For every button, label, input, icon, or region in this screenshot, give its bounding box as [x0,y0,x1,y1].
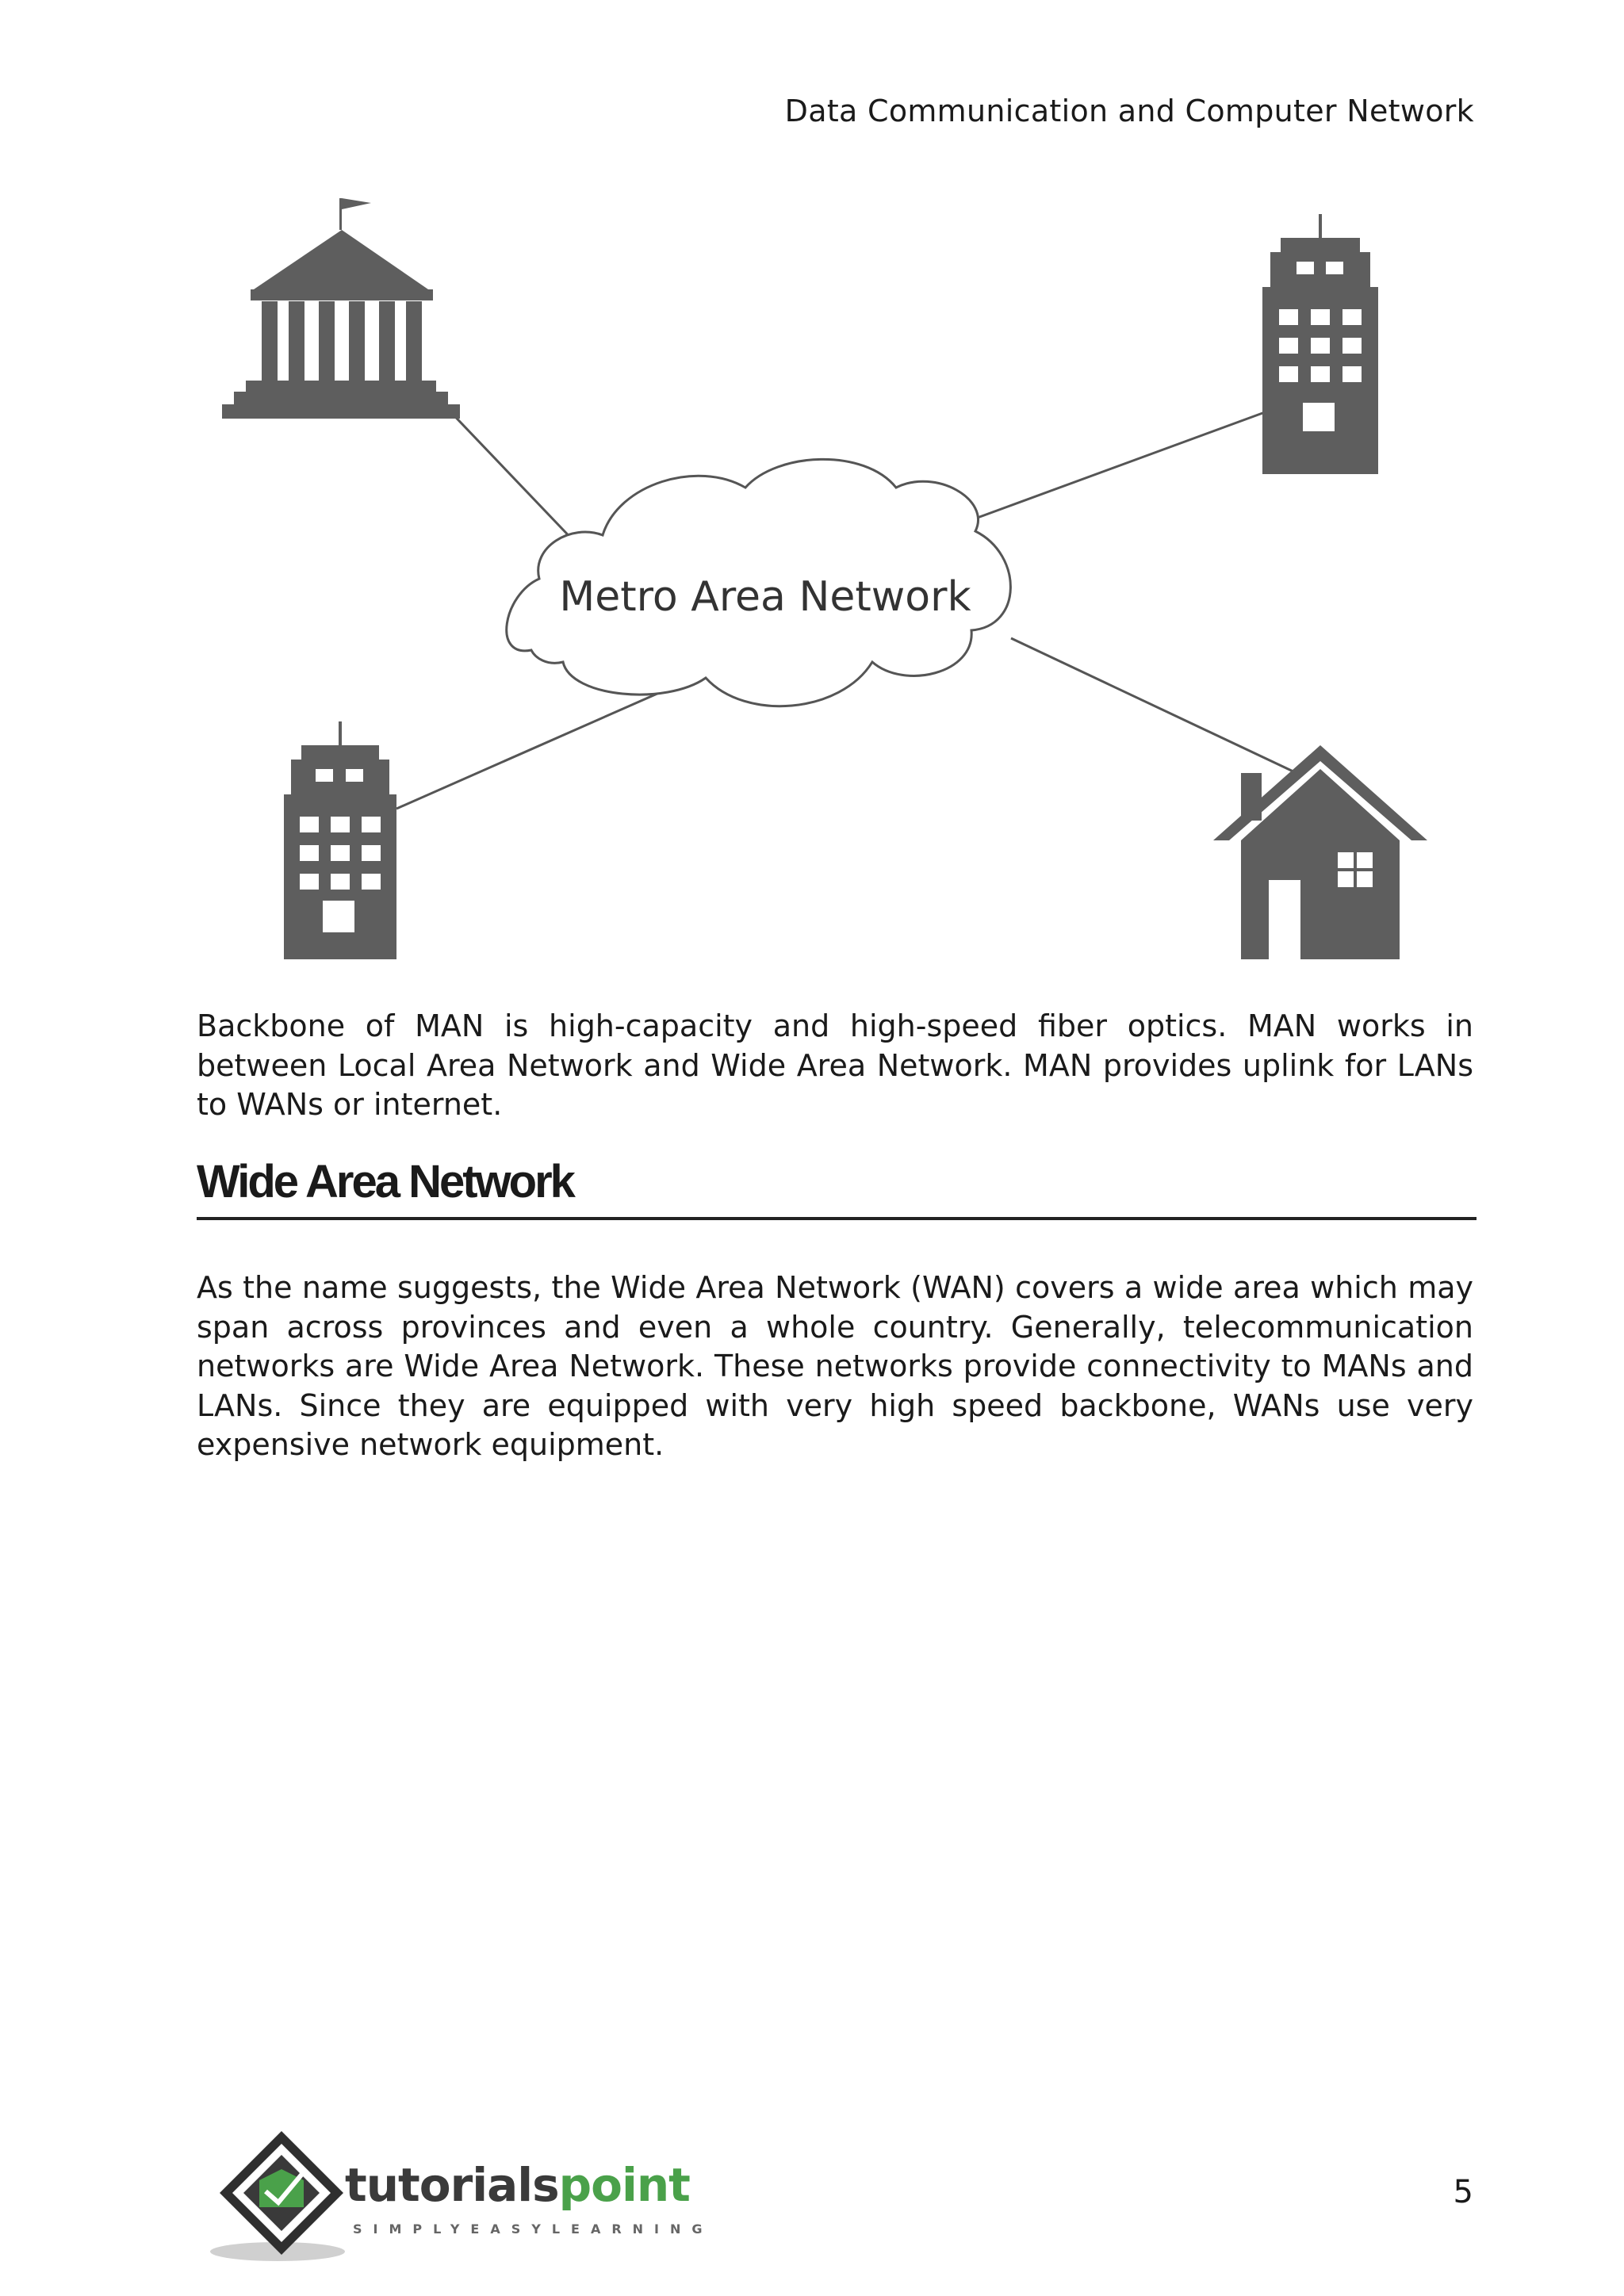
page-number: 5 [1453,2174,1473,2210]
heading-rule [197,1217,1477,1220]
link-tower-bottom [396,690,666,809]
running-header: Data Communication and Computer Network [784,94,1474,128]
paragraph-wan-description: As the name suggests, the Wide Area Network (WAN) covers a wide area which may span across provinces and even a whole country. Generally, telecommunication networks are Wide Area Network. These networks provide connectivity to MANs and LANs. Since they are equipped with very high speed backbone, WANs use very expensive network equipment. [197,1270,1473,1462]
house-icon [1213,745,1427,959]
logo-tagline: SIMPLYEASYLEARNING [353,2221,714,2237]
logo-wordmark: tutorialspoint [345,2158,690,2212]
link-tower-top [952,412,1265,527]
man-diagram [190,182,1443,959]
paragraph-man-backbone: Backbone of MAN is high-capacity and high-speed fiber optics. MAN works in between Local Area Network and Wide Area Network. MAN provides uplink for LANs to WANs or internet. [197,1008,1473,1122]
cloud-label: Metro Area Network [559,573,971,621]
tutorialspoint-logo [202,2125,726,2267]
section-heading: Wide Area Network [197,1156,573,1207]
logo-diamond-icon [202,2125,361,2267]
link-house [1011,638,1297,773]
